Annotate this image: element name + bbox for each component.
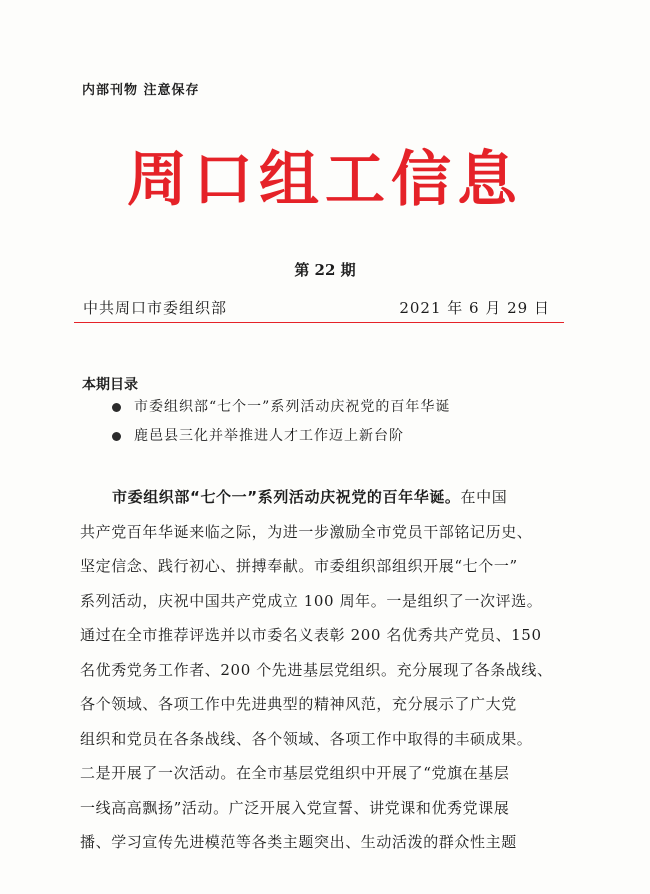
toc-list — [112, 393, 450, 451]
toc-title: 本期目录 — [82, 377, 138, 393]
article-line: 各个领域、各项工作中先进典型的精神风范，充分展示了广大党 — [80, 695, 517, 713]
red-divider — [74, 322, 564, 323]
header-note: 内部刊物 注意保存 — [82, 83, 200, 98]
article-line: 播、学习宣传先进模范等各类主题突出、生动活泼的群众性主题 — [80, 833, 517, 851]
toc-item — [112, 422, 450, 451]
article-line-rest: 在中国 — [460, 488, 508, 506]
bullet-icon — [112, 403, 121, 412]
article-lead: 市委组织部“七个一”系列活动庆祝党的百年华诞。 — [112, 488, 461, 506]
masthead-title: 周口组工信息 — [127, 145, 523, 215]
article-line: 坚定信念、践行初心、拼搏奉献。市委组织部组织开展“七个一” — [80, 557, 518, 575]
toc-item — [112, 393, 450, 422]
article-body — [80, 480, 590, 860]
article-line: 名优秀党务工作者、200 个先进基层党组织。充分展现了各条战线、 — [80, 660, 553, 679]
issue-date: 2021 年 6 月 29 日 — [399, 299, 550, 317]
article-line: 一线高高飘扬”活动。广泛开展入党宣誓、讲党课和优秀党课展 — [80, 798, 510, 817]
issue-number: 第 22 期 — [294, 261, 356, 279]
article-line: 二是开展了一次活动。在全市基层党组织中开展了“党旗在基层 — [80, 764, 510, 782]
article-line: 组织和党员在各条战线、各个领域、各项工作中取得的丰硕成果。 — [80, 729, 533, 748]
article-line — [80, 480, 590, 515]
article-line: 共产党百年华诞来临之际，为进一步激励全市党员干部铭记历史、 — [80, 522, 533, 541]
article-line: 通过在全市推荐评选并以市委名义表彰 200 名优秀共产党员、150 — [80, 626, 542, 644]
publisher: 中共周口市委组织部 — [83, 299, 228, 317]
bullet-icon — [112, 432, 121, 441]
toc-item-text: 鹿邑县三化并举推进人才工作迈上新台阶 — [134, 428, 404, 444]
article-line: 系列活动，庆祝中国共产党成立 100 周年。一是组织了一次评选。 — [80, 591, 543, 610]
toc-item-text: 市委组织部“七个一”系列活动庆祝党的百年华诞 — [134, 399, 451, 415]
